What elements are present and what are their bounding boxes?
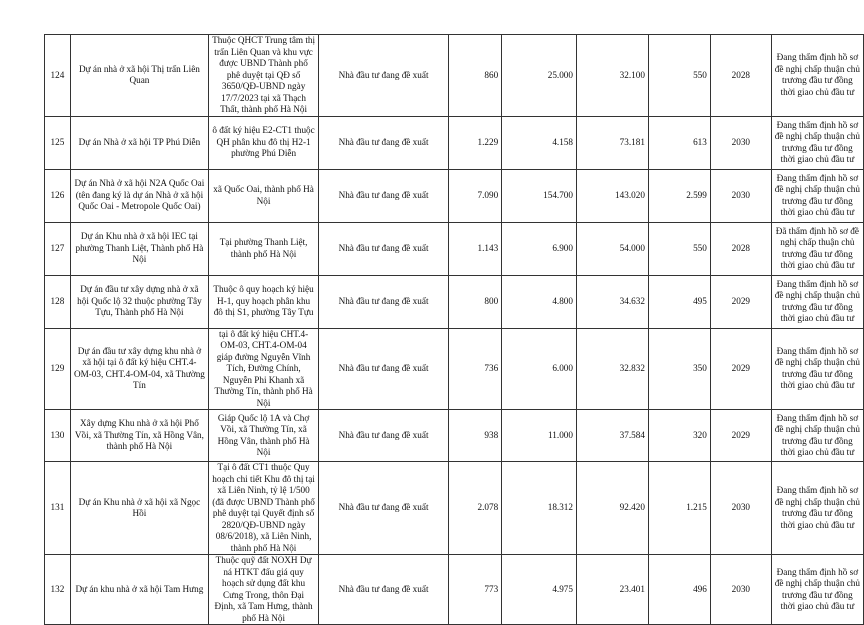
projects-table — [44, 34, 864, 625]
table-row — [45, 555, 864, 625]
cell-name: Dự án Khu nhà ở xã hội xã Ngọc Hồi — [70, 462, 208, 555]
table-body — [45, 35, 864, 625]
cell-investor: Nhà đầu tư đang đề xuất — [319, 35, 449, 117]
cell-stt: 125 — [45, 116, 71, 169]
cell-status: Đang thẩm định hồ sơ đề nghị chấp thuận chủ trương đầu tư đồng thời giao chủ đầu tư — [771, 555, 863, 625]
cell-location: Tại ô đất CT1 thuộc Quy hoạch chi tiết Khu đô thị tại xã Liên Ninh, tỷ lệ 1/500 (đã được UBND Thành phố phê duyệt tại Quyết định số 2820/QĐ-UBND ngày 08/6/2018), xã Liên Ninh, thành phố Hà Nội — [209, 462, 319, 555]
cell-a: 18.312 — [502, 462, 577, 555]
cell-investor: Nhà đầu tư đang đề xuất — [319, 328, 449, 410]
cell-area: 800 — [448, 275, 501, 328]
cell-status: Đang thẩm định hồ sơ đề nghị chấp thuận chủ trương đầu tư đồng thời giao chủ đầu tư — [771, 275, 863, 328]
cell-b: 54.000 — [576, 222, 648, 275]
table-row — [45, 410, 864, 462]
cell-investor: Nhà đầu tư đang đề xuất — [319, 116, 449, 169]
cell-c: 350 — [648, 328, 710, 410]
cell-c: 550 — [648, 222, 710, 275]
cell-name: Dự án nhà ở xã hội Thị trấn Liên Quan — [70, 35, 208, 117]
cell-area: 860 — [448, 35, 501, 117]
cell-c: 495 — [648, 275, 710, 328]
cell-year: 2029 — [710, 275, 771, 328]
cell-status: Đang thẩm định hồ sơ đề nghị chấp thuận chủ trương đầu tư đồng thời giao chủ đầu tư — [771, 116, 863, 169]
cell-status: Đang thẩm định hồ sơ đề nghị chấp thuận chủ trương đầu tư đồng thời giao chủ đầu tư — [771, 328, 863, 410]
cell-c: 1.215 — [648, 462, 710, 555]
cell-status: Đang thẩm định hồ sơ đề nghị chấp thuận chủ trương đầu tư đồng thời giao chủ đầu tư — [771, 410, 863, 462]
cell-b: 73.181 — [576, 116, 648, 169]
cell-name: Dự án Nhà ở xã hội TP Phú Diễn — [70, 116, 208, 169]
cell-name: Dự án khu nhà ở xã hội Tam Hưng — [70, 555, 208, 625]
cell-location: xã Quốc Oai, thành phố Hà Nội — [209, 169, 319, 222]
table-row — [45, 116, 864, 169]
cell-a: 4.158 — [502, 116, 577, 169]
cell-stt: 132 — [45, 555, 71, 625]
cell-stt: 130 — [45, 410, 71, 462]
cell-b: 92.420 — [576, 462, 648, 555]
cell-name: Dự án Khu nhà ở xã hội IEC tại phường Thanh Liệt, Thành phố Hà Nội — [70, 222, 208, 275]
cell-area: 773 — [448, 555, 501, 625]
cell-stt: 131 — [45, 462, 71, 555]
cell-b: 37.584 — [576, 410, 648, 462]
cell-area: 1.229 — [448, 116, 501, 169]
cell-name: Dự án Nhà ở xã hội N2A Quốc Oai (tên đang ký là dự án Nhà ở xã hội Quốc Oai - Metropole Quốc Oai) — [70, 169, 208, 222]
cell-year: 2029 — [710, 328, 771, 410]
cell-a: 4.800 — [502, 275, 577, 328]
cell-year: 2030 — [710, 462, 771, 555]
cell-a: 11.000 — [502, 410, 577, 462]
document-page — [44, 34, 864, 625]
cell-stt: 124 — [45, 35, 71, 117]
cell-c: 613 — [648, 116, 710, 169]
cell-area: 736 — [448, 328, 501, 410]
table-row — [45, 35, 864, 117]
cell-area: 2.078 — [448, 462, 501, 555]
cell-stt: 129 — [45, 328, 71, 410]
cell-investor: Nhà đầu tư đang đề xuất — [319, 222, 449, 275]
cell-investor: Nhà đầu tư đang đề xuất — [319, 462, 449, 555]
cell-c: 2.599 — [648, 169, 710, 222]
table-row — [45, 222, 864, 275]
cell-stt: 127 — [45, 222, 71, 275]
cell-stt: 128 — [45, 275, 71, 328]
cell-status: Đang thẩm định hồ sơ đề nghị chấp thuận chủ trương đầu tư đồng thời giao chủ đầu tư — [771, 35, 863, 117]
cell-location: Thuộc ô quy hoạch ký hiệu H-1, quy hoạch phân khu đô thị S1, phường Tây Tựu — [209, 275, 319, 328]
cell-status: Đang thẩm định hồ sơ đề nghị chấp thuận chủ trương đầu tư đồng thời giao chủ đầu tư — [771, 462, 863, 555]
cell-status: Đang thẩm định hồ sơ đề nghị chấp thuận chủ trương đầu tư đồng thời giao chủ đầu tư — [771, 169, 863, 222]
cell-name: Dự án đầu tư xây dựng khu nhà ở xã hội tại ô đất ký hiệu CHT.4-OM-03, CHT.4-OM-04, xã Thường Tín — [70, 328, 208, 410]
cell-investor: Nhà đầu tư đang đề xuất — [319, 169, 449, 222]
cell-a: 6.000 — [502, 328, 577, 410]
cell-location: ô đất ký hiệu E2-CT1 thuộc QH phân khu đô thị H2-1 phường Phú Diễn — [209, 116, 319, 169]
cell-b: 32.100 — [576, 35, 648, 117]
cell-year: 2028 — [710, 35, 771, 117]
cell-a: 6.900 — [502, 222, 577, 275]
table-row — [45, 462, 864, 555]
cell-status: Đã thẩm định hồ sơ đề nghị chấp thuận chủ trương đầu tư đồng thời giao chủ đầu tư — [771, 222, 863, 275]
cell-c: 550 — [648, 35, 710, 117]
table-row — [45, 275, 864, 328]
cell-location: tại ô đất ký hiệu CHT.4-OM-03, CHT.4-OM-04 giáp đường Nguyễn Vĩnh Tích, Đường Chính, Nguyễn Phi Khanh xã Thường Tín, thành phố Hà Nội — [209, 328, 319, 410]
cell-investor: Nhà đầu tư đang đề xuất — [319, 410, 449, 462]
cell-year: 2028 — [710, 222, 771, 275]
cell-year: 2029 — [710, 410, 771, 462]
cell-b: 34.632 — [576, 275, 648, 328]
table-row — [45, 169, 864, 222]
cell-a: 4.975 — [502, 555, 577, 625]
cell-investor: Nhà đầu tư đang đề xuất — [319, 275, 449, 328]
cell-b: 143.020 — [576, 169, 648, 222]
cell-stt: 126 — [45, 169, 71, 222]
cell-location: Thuộc QHCT Trung tâm thị trấn Liên Quan và khu vực được UBND Thành phố phê duyệt tại QĐ số 3650/QĐ-UBND ngày 17/7/2023 tại xã Thạch Thất, thành phố Hà Nội — [209, 35, 319, 117]
cell-b: 23.401 — [576, 555, 648, 625]
cell-c: 496 — [648, 555, 710, 625]
cell-b: 32.832 — [576, 328, 648, 410]
cell-year: 2030 — [710, 169, 771, 222]
cell-location: Giáp Quốc lộ 1A và Chợ Vồi, xã Thường Tín, xã Hồng Vân, thành phố Hà Nội — [209, 410, 319, 462]
cell-location: Thuộc quỹ đất NOXH Dự ná HTKT đấu giá quy hoạch sử dụng đất khu Cưng Trong, thôn Đại Định, xã Tam Hưng, thành phố Hà Nội — [209, 555, 319, 625]
cell-location: Tại phường Thanh Liệt, thành phố Hà Nội — [209, 222, 319, 275]
cell-investor: Nhà đầu tư đang đề xuất — [319, 555, 449, 625]
table-row — [45, 328, 864, 410]
cell-area: 938 — [448, 410, 501, 462]
cell-year: 2030 — [710, 555, 771, 625]
cell-area: 7.090 — [448, 169, 501, 222]
cell-year: 2030 — [710, 116, 771, 169]
cell-name: Xây dựng Khu nhà ở xã hội Phố Vồi, xã Thường Tín, xã Hồng Vân, thành phố Hà Nội — [70, 410, 208, 462]
cell-a: 154.700 — [502, 169, 577, 222]
cell-area: 1.143 — [448, 222, 501, 275]
cell-a: 25.000 — [502, 35, 577, 117]
cell-name: Dự án đầu tư xây dựng nhà ở xã hội Quốc lộ 32 thuộc phường Tây Tựu, Thành phố Hà Nội — [70, 275, 208, 328]
cell-c: 320 — [648, 410, 710, 462]
